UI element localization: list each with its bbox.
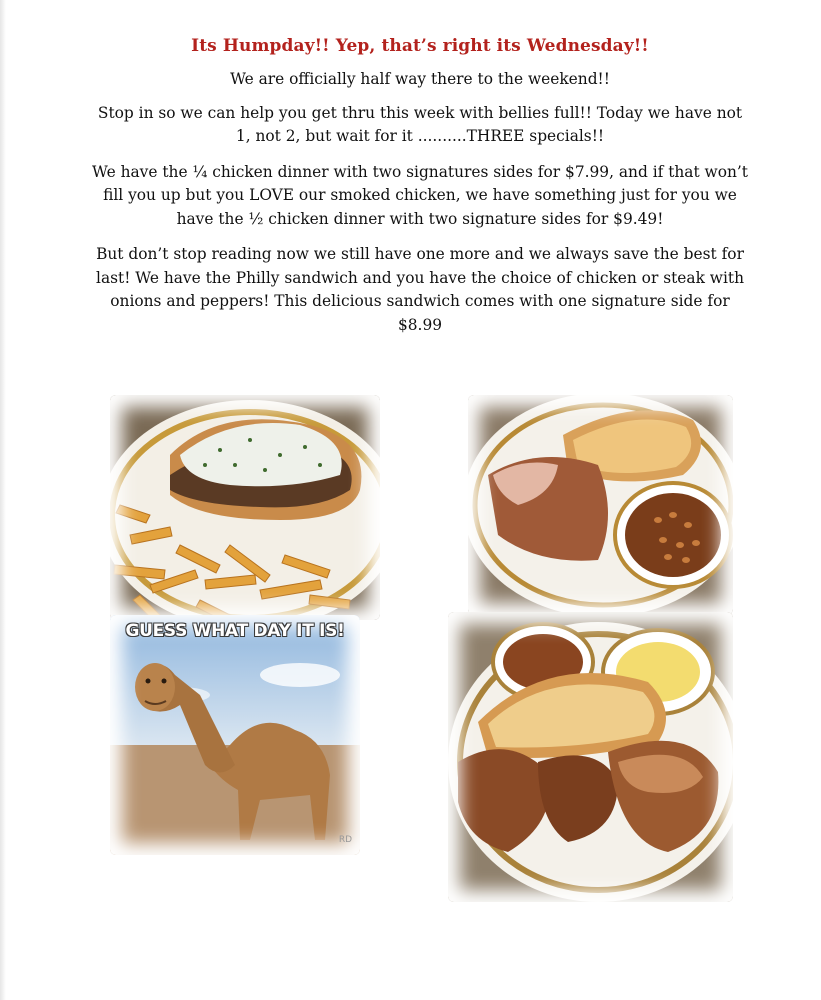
quarter-chicken-dinner-photo [468,395,733,615]
post-paragraph-3: We have the ¼ chicken dinner with two signatures sides for $7.99, and if that won’t fill you up but you LOVE our smoked chicken, we have something just for you we have the ½ chicken dinner with two signature sides for $9.49! [92,162,748,228]
post-line-1: We are officially half way there to the weekend!! [230,70,610,88]
camel-meme-caption: GUESS WHAT DAY IT IS! [125,621,345,641]
post-text [90,36,750,349]
post-title: Its Humpday!! Yep, that’s right its Wednesday!! [191,36,649,56]
page-edge [0,0,6,1000]
post-paragraph-2: Stop in so we can help you get thru this week with bellies full!! Today we have not 1, not 2, but wait for it ..........THREE specials!! [97,103,743,145]
post-paragraph-4: But don’t stop reading now we still have one more and we always save the best for last! We have the Philly sandwich and you have the choice of chicken or steak with onions and peppers! This delicious sandwich comes with one signature side for $8.99 [96,245,744,334]
philly-sandwich-photo [110,395,380,620]
camel-meme-photo [110,615,360,855]
camel-watermark: RD [338,835,352,845]
half-chicken-dinner-photo [448,612,733,902]
